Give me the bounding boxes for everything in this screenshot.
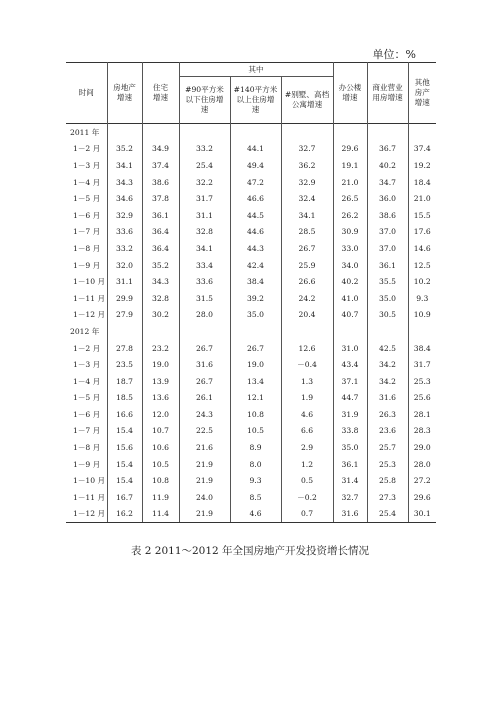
value-cell: 21.6 — [179, 439, 230, 456]
value-cell: 31.1 — [107, 273, 142, 290]
value-cell: 31.6 — [179, 356, 230, 373]
value-cell: 30.2 — [142, 307, 179, 324]
table-row — [66, 290, 436, 307]
value-cell: 29.6 — [408, 489, 436, 506]
value-cell: 34.2 — [367, 373, 408, 390]
value-cell: 31.9 — [333, 406, 367, 423]
value-cell: 36.1 — [367, 257, 408, 274]
empty-cell — [367, 323, 408, 340]
period-cell: 1－3 月 — [73, 160, 101, 170]
value-cell: 31.6 — [367, 390, 408, 407]
empty-cell — [333, 323, 367, 340]
value-cell: 32.4 — [281, 190, 333, 207]
value-cell: 25.9 — [281, 257, 333, 274]
period-cell: 1－2 月 — [73, 343, 101, 353]
value-cell: 27.9 — [107, 307, 142, 324]
value-cell: 10.7 — [142, 423, 179, 440]
value-cell: 30.5 — [367, 307, 408, 324]
period-cell: 1－8 月 — [73, 243, 101, 253]
value-cell: 34.3 — [142, 273, 179, 290]
period-cell: 1－11 月 — [73, 293, 106, 303]
table-caption: 表 2 2011～2012 年全国房地产开发投资增长情况 — [130, 545, 370, 557]
table-row — [66, 273, 436, 290]
value-cell: 28.0 — [179, 307, 230, 324]
value-cell: 26.6 — [281, 273, 333, 290]
value-cell: 27.8 — [107, 340, 142, 357]
period-cell: 1－9 月 — [73, 459, 101, 469]
header-residential: 住宅增速 — [152, 83, 169, 102]
period-cell: 1－12 月 — [73, 310, 106, 320]
value-cell: 6.6 — [281, 423, 333, 440]
value-cell: 8.0 — [230, 456, 281, 473]
table-row — [66, 307, 436, 324]
value-cell: 34.1 — [281, 207, 333, 224]
value-cell: 34.0 — [333, 257, 367, 274]
period-cell: 1－4 月 — [73, 177, 101, 187]
value-cell: 10.2 — [408, 273, 436, 290]
period-cell: 1－6 月 — [73, 210, 101, 220]
value-cell: 32.0 — [107, 257, 142, 274]
header-commercial: 商业营业用房增速 — [372, 83, 403, 102]
value-cell: 40.2 — [333, 273, 367, 290]
value-cell: 23.5 — [107, 356, 142, 373]
value-cell: 24.2 — [281, 290, 333, 307]
period-cell: 1－11 月 — [73, 492, 106, 502]
value-cell: 34.1 — [107, 157, 142, 174]
value-cell: 22.5 — [179, 423, 230, 440]
table-row — [66, 141, 436, 158]
empty-cell — [179, 124, 230, 141]
value-cell: 43.4 — [333, 356, 367, 373]
value-cell: 37.0 — [367, 240, 408, 257]
value-cell: 26.1 — [179, 390, 230, 407]
period-cell: 1－5 月 — [73, 393, 101, 403]
table-row — [66, 224, 436, 241]
value-cell: 10.6 — [142, 439, 179, 456]
header-real-estate: 房地产增速 — [113, 83, 136, 102]
value-cell: 24.3 — [179, 406, 230, 423]
value-cell: 25.8 — [367, 472, 408, 489]
table-row — [66, 489, 436, 506]
value-cell: 31.5 — [179, 290, 230, 307]
value-cell: 29.9 — [107, 290, 142, 307]
value-cell: 42.5 — [367, 340, 408, 357]
value-cell: 44.1 — [230, 141, 281, 158]
value-cell: 38.6 — [367, 207, 408, 224]
value-cell: 25.7 — [367, 439, 408, 456]
value-cell: 11.9 — [142, 489, 179, 506]
value-cell: 38.4 — [408, 340, 436, 357]
year-label: 2012 年 — [70, 326, 100, 336]
value-cell: 37.4 — [408, 141, 436, 158]
value-cell: 8.9 — [230, 439, 281, 456]
table-row — [66, 257, 436, 274]
table-row — [66, 340, 436, 357]
value-cell: 34.3 — [107, 174, 142, 191]
value-cell: 32.7 — [333, 489, 367, 506]
value-cell: 35.2 — [107, 141, 142, 158]
value-cell: 44.7 — [333, 390, 367, 407]
value-cell: 21.0 — [333, 174, 367, 191]
value-cell: 27.2 — [408, 472, 436, 489]
value-cell: 15.5 — [408, 207, 436, 224]
value-cell: 18.7 — [107, 373, 142, 390]
value-cell: 19.0 — [142, 356, 179, 373]
value-cell: 28.1 — [408, 406, 436, 423]
value-cell: 18.5 — [107, 390, 142, 407]
value-cell: 36.2 — [281, 157, 333, 174]
value-cell: 4.6 — [230, 506, 281, 523]
value-cell: 12.1 — [230, 390, 281, 407]
empty-cell — [281, 323, 333, 340]
value-cell: 31.0 — [333, 340, 367, 357]
value-cell: 31.7 — [408, 356, 436, 373]
value-cell: 9.3 — [230, 472, 281, 489]
empty-cell — [107, 124, 142, 141]
period-cell: 1－8 月 — [73, 443, 101, 453]
table-row — [66, 190, 436, 207]
value-cell: 15.6 — [107, 439, 142, 456]
value-cell: 37.0 — [367, 224, 408, 241]
value-cell: 33.6 — [107, 224, 142, 241]
value-cell: 47.2 — [230, 174, 281, 191]
value-cell: 19.0 — [230, 356, 281, 373]
value-cell: 40.7 — [333, 307, 367, 324]
value-cell: 23.2 — [142, 340, 179, 357]
value-cell: 33.4 — [179, 257, 230, 274]
value-cell: 25.3 — [408, 373, 436, 390]
period-cell: 1－6 月 — [73, 409, 101, 419]
value-cell: 8.5 — [230, 489, 281, 506]
value-cell: 28.3 — [408, 423, 436, 440]
value-cell: 32.8 — [179, 224, 230, 241]
period-cell: 1－3 月 — [73, 360, 101, 370]
value-cell: 26.7 — [281, 240, 333, 257]
value-cell: 46.6 — [230, 190, 281, 207]
value-cell: 35.5 — [367, 273, 408, 290]
value-cell: 21.9 — [179, 472, 230, 489]
value-cell: 34.2 — [367, 356, 408, 373]
value-cell: 4.6 — [281, 406, 333, 423]
value-cell: 31.7 — [179, 190, 230, 207]
value-cell: 37.8 — [142, 190, 179, 207]
year-label: 2011 年 — [70, 127, 100, 137]
value-cell: 9.3 — [408, 290, 436, 307]
value-cell: 37.1 — [333, 373, 367, 390]
value-cell: 34.7 — [367, 174, 408, 191]
value-cell: 18.4 — [408, 174, 436, 191]
value-cell: 12.5 — [408, 257, 436, 274]
value-cell: 15.4 — [107, 456, 142, 473]
value-cell: 31.4 — [333, 472, 367, 489]
period-cell: 1－7 月 — [73, 227, 101, 237]
value-cell: 33.8 — [333, 423, 367, 440]
table-body — [66, 124, 436, 523]
value-cell: 35.0 — [230, 307, 281, 324]
value-cell: 1.9 — [281, 390, 333, 407]
header-other: 其他房产增速 — [414, 78, 430, 107]
table-row — [66, 456, 436, 473]
value-cell: 40.2 — [367, 157, 408, 174]
value-cell: 26.5 — [333, 190, 367, 207]
empty-cell — [142, 124, 179, 141]
value-cell: 31.1 — [179, 207, 230, 224]
value-cell: 13.6 — [142, 390, 179, 407]
period-cell: 1－10 月 — [73, 277, 106, 287]
value-cell: 21.9 — [179, 456, 230, 473]
value-cell: 10.8 — [230, 406, 281, 423]
value-cell: 35.0 — [367, 290, 408, 307]
value-cell: 34.1 — [179, 240, 230, 257]
header-office: 办公楼增速 — [338, 83, 362, 102]
value-cell: 30.1 — [408, 506, 436, 523]
value-cell: 10.5 — [142, 456, 179, 473]
period-cell: 1－4 月 — [73, 376, 101, 386]
table-row — [66, 506, 436, 523]
value-cell: 26.3 — [367, 406, 408, 423]
value-cell: 32.2 — [179, 174, 230, 191]
table-row — [66, 356, 436, 373]
value-cell: 49.4 — [230, 157, 281, 174]
value-cell: 28.5 — [281, 224, 333, 241]
value-cell: 25.3 — [367, 456, 408, 473]
table-row — [66, 373, 436, 390]
empty-cell — [333, 124, 367, 141]
value-cell: 0.5 — [281, 472, 333, 489]
value-cell: 19.1 — [333, 157, 367, 174]
empty-cell — [230, 124, 281, 141]
value-cell: 38.4 — [230, 273, 281, 290]
empty-cell — [367, 124, 408, 141]
value-cell: 36.1 — [333, 456, 367, 473]
value-cell: 10.5 — [230, 423, 281, 440]
value-cell: 15.4 — [107, 423, 142, 440]
value-cell: 24.0 — [179, 489, 230, 506]
value-cell: 44.6 — [230, 224, 281, 241]
period-cell: 1－5 月 — [73, 194, 101, 204]
value-cell: 36.0 — [367, 190, 408, 207]
value-cell: 11.4 — [142, 506, 179, 523]
value-cell: 28.0 — [408, 456, 436, 473]
value-cell: 12.6 — [281, 340, 333, 357]
value-cell: 36.7 — [367, 141, 408, 158]
year-row — [66, 323, 436, 340]
header-time: 时间 — [78, 88, 94, 97]
value-cell: 21.0 — [408, 190, 436, 207]
value-cell: 36.1 — [142, 207, 179, 224]
value-cell: 16.6 — [107, 406, 142, 423]
value-cell: 25.6 — [408, 390, 436, 407]
empty-cell — [408, 124, 436, 141]
value-cell: 34.9 — [142, 141, 179, 158]
value-cell: 15.4 — [107, 472, 142, 489]
value-cell: 20.4 — [281, 307, 333, 324]
value-cell: 10.9 — [408, 307, 436, 324]
value-cell: 32.7 — [281, 141, 333, 158]
empty-cell — [107, 323, 142, 340]
value-cell: 36.4 — [142, 240, 179, 257]
period-cell: 1－12 月 — [66, 506, 107, 523]
value-cell: 16.2 — [107, 506, 142, 523]
value-cell: 13.4 — [230, 373, 281, 390]
header-group: 其中 — [179, 63, 333, 77]
header-over140: #140平方米以上住房增速 — [233, 85, 278, 114]
value-cell: 32.9 — [107, 207, 142, 224]
period-cell: 1－7 月 — [73, 426, 101, 436]
table-row — [66, 390, 436, 407]
value-cell: 29.0 — [408, 439, 436, 456]
empty-cell — [230, 323, 281, 340]
value-cell: 19.2 — [408, 157, 436, 174]
table-row — [66, 406, 436, 423]
value-cell: 26.7 — [179, 340, 230, 357]
value-cell: 39.2 — [230, 290, 281, 307]
table-row — [66, 240, 436, 257]
value-cell: 25.4 — [179, 157, 230, 174]
investment-growth-table — [66, 62, 436, 523]
value-cell: 1.3 — [281, 373, 333, 390]
value-cell: 44.5 — [230, 207, 281, 224]
value-cell: 21.9 — [179, 506, 230, 523]
value-cell: 38.6 — [142, 174, 179, 191]
value-cell: 37.4 — [142, 157, 179, 174]
empty-cell — [408, 323, 436, 340]
value-cell: 33.2 — [179, 141, 230, 158]
empty-cell — [142, 323, 179, 340]
value-cell: 33.2 — [107, 240, 142, 257]
value-cell: 10.8 — [142, 472, 179, 489]
value-cell: 34.6 — [107, 190, 142, 207]
value-cell: 36.4 — [142, 224, 179, 241]
table-row — [66, 174, 436, 191]
value-cell: 33.6 — [179, 273, 230, 290]
value-cell: 26.2 — [333, 207, 367, 224]
table-row — [66, 207, 436, 224]
value-cell: 26.7 — [179, 373, 230, 390]
empty-cell — [281, 124, 333, 141]
table-row — [66, 472, 436, 489]
value-cell: 32.9 — [281, 174, 333, 191]
unit-label: 单位：% — [372, 48, 416, 61]
header-villa: #别墅、高档公寓增速 — [284, 90, 330, 109]
value-cell: 35.2 — [142, 257, 179, 274]
value-cell: 23.6 — [367, 423, 408, 440]
period-cell: 1－9 月 — [73, 260, 101, 270]
value-cell: 1.2 — [281, 456, 333, 473]
value-cell: 44.3 — [230, 240, 281, 257]
header-under90: #90平方米以下住房增速 — [185, 85, 224, 114]
value-cell: 16.7 — [107, 489, 142, 506]
table-row — [66, 439, 436, 456]
value-cell: 41.0 — [333, 290, 367, 307]
value-cell: 13.9 — [142, 373, 179, 390]
value-cell: 33.0 — [333, 240, 367, 257]
period-cell: 1－10 月 — [73, 476, 106, 486]
empty-cell — [179, 323, 230, 340]
table-row — [66, 157, 436, 174]
value-cell: 29.6 — [333, 141, 367, 158]
value-cell: 0.7 — [281, 506, 333, 523]
value-cell: 12.0 — [142, 406, 179, 423]
value-cell: 32.8 — [142, 290, 179, 307]
value-cell: 35.0 — [333, 439, 367, 456]
value-cell: 2.9 — [281, 439, 333, 456]
value-cell: 25.4 — [367, 506, 408, 523]
value-cell: 31.6 — [333, 506, 367, 523]
table-row — [66, 423, 436, 440]
value-cell: －0.4 — [281, 356, 333, 373]
value-cell: 26.7 — [230, 340, 281, 357]
value-cell: －0.2 — [281, 489, 333, 506]
value-cell: 30.9 — [333, 224, 367, 241]
value-cell: 42.4 — [230, 257, 281, 274]
value-cell: 27.3 — [367, 489, 408, 506]
value-cell: 14.6 — [408, 240, 436, 257]
value-cell: 17.6 — [408, 224, 436, 241]
period-cell: 1－2 月 — [73, 144, 101, 154]
year-row — [66, 124, 436, 141]
